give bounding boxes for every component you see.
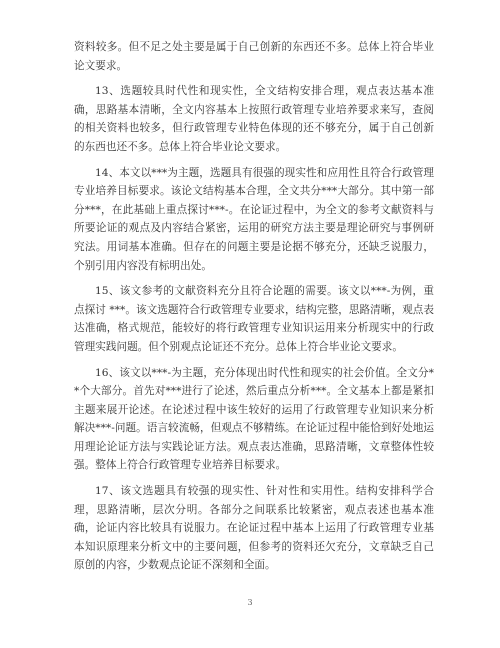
paragraph-13: 13、选题较具时代性和现实性，全文结构安排合理，观点表达基本准确，思路基本清晰，全文内容基本上按照行政管理专业培养要求来写，查阅的相关资料也较多，但行政管理专业特色体现的还不够充分，属于自己创新的东西也还不多。总体上符合毕业论文要求。: [74, 85, 434, 153]
paragraph-17: 17、该文选题具有较强的现实性、针对性和实用性。结构安排科学合理，思路清晰，层次分明。各部分之间联系比较紧密，观点表述也基本准确，论证内容比较具有说服力。在论证过程中基本上运用了行政管理专业基本知识原理来分析文中的主要问题，但参考的资料还欠充分，文章缺乏自己原创的内容，少数观点论证不深刻和全面。: [74, 485, 434, 572]
paragraph-16: 16、该文以***-为主题，充分体现出时代性和现实的社会价值。全文分**个大部分。首先对***进行了论述，然后重点分析***。全文基本上都是紧扣主题来展开论述。在论述过程中该生较好的运用了行政管理专业知识来分析解决***-问题。语言较流畅，但观点不够精练。在论证过程中能恰到好处地运用理论论证方法与实践论证方法。观点表达准确，思路清晰，文章整体性较强。整体上符合行政管理专业培养目标要求。: [74, 366, 434, 472]
paragraph-14: 14、本文以***为主题，选题具有很强的现实性和应用性且符合行政管理专业培养目标要求。该论文结构基本合理，全文共分***大部分。其中第一部分***，在此基础上重点探讨***-。在论证过程中，为全文的参考文献资料与所要论证的观点及内容结合紧密，运用的研究方法主要是理论研究与事例研究法。用词基本准确。但存在的问题主要是论据不够充分，还缺乏说服力，个别引用内容没有标明出处。: [74, 166, 434, 272]
paragraph-15: 15、该文参考的文献资料充分且符合论题的需要。该文以***-为例，重点探讨 ***。该文选题符合行政管理专业要求，结构完整，思路清晰，观点表达准确，格式规范，能较好的将行政管理专业知识运用来分析现实中的行政管理实践问题。但个别观点论证还不充分。总体上符合毕业论文要求。: [74, 285, 434, 353]
page-number: 3: [247, 598, 253, 607]
paragraph-1: 资料较多。但不足之处主要是属于自己创新的东西还不多。总体上符合毕业论文要求。: [74, 41, 434, 72]
document-body: [74, 38, 434, 582]
